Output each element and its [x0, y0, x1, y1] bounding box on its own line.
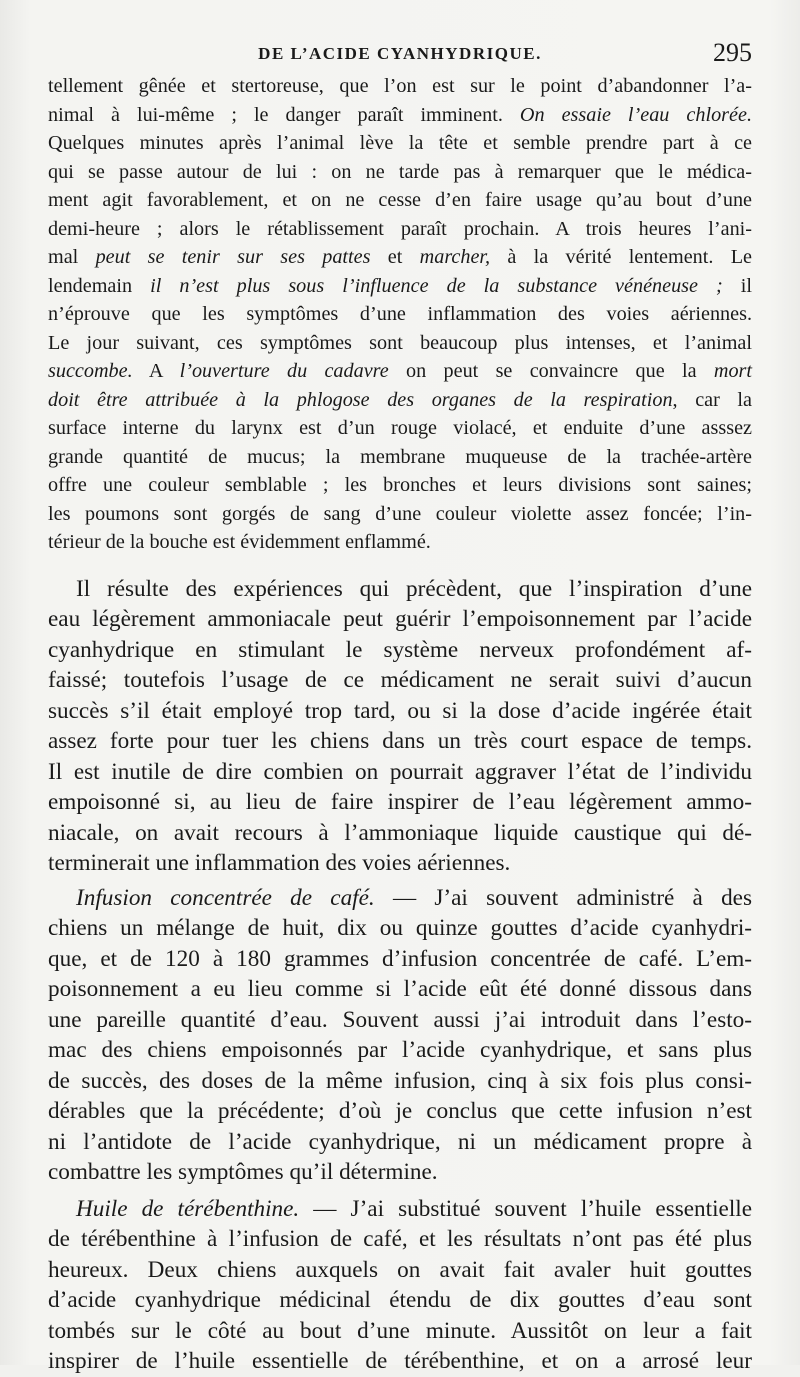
text-line: une pareille quantité d’eau. Souvent aussi j’ai introduit dans l’esto-	[48, 1006, 752, 1033]
text-line: tombés sur le côté au bout d’une minute. Aussitôt on leur a fait	[48, 1317, 752, 1344]
italic-phrase: mort	[713, 360, 752, 382]
text-line: Huile de térébenthine. — J’ai substitué souvent l’huile essentielle	[76, 1195, 752, 1222]
text-line: n’éprouve que les symptômes d’une inflammation des voies aériennes.	[48, 303, 752, 325]
text-line: tellement gênée et stertoreuse, que l’on est sur le point d’abandonner l’a-	[48, 75, 752, 97]
text-line: succombe. A l’ouverture du cadavre on peut se convaincre que la mort	[48, 360, 752, 382]
italic-phrase: peut se tenir sur ses pattes	[95, 246, 371, 268]
text-line: eau légèrement ammoniacale peut guérir l’empoisonnement par l’acide	[48, 606, 752, 632]
text-line: nimal à lui-même ; le danger paraît imminent. On essaie l’eau chlorée.	[48, 103, 752, 126]
text-line: niacale, on avait recours à l’ammoniaque liquide caustique qui dé-	[48, 819, 752, 846]
text-line: poisonnement a eu lieu comme si l’acide eût été donné dissous dans	[48, 976, 752, 1002]
text-line: Il est inutile de dire combien on pourrait aggraver l’état de l’individu	[48, 758, 752, 785]
text-line: demi-heure ; alors le rétablissement paraît prochain. A trois heures l’ani-	[48, 217, 752, 240]
paragraph-dog-case	[48, 72, 752, 557]
text-line: Le jour suivant, ces symptômes sont beaucoup plus intenses, et l’animal	[48, 331, 752, 354]
text-line: ni l’antidote de l’acide cyanhydrique, ni un médicament propre à	[48, 1128, 752, 1155]
text-line: inspirer de l’huile essentielle de térébenthine, et on a arrosé leur	[48, 1348, 752, 1374]
text-line: les poumons sont gorgés de sang d’une couleur violette assez foncée; l’in-	[48, 502, 752, 525]
section-heading: Infusion concentrée de café.	[76, 884, 375, 911]
text-line: de succès, des doses de la même infusion, cinq à six fois plus consi-	[48, 1067, 752, 1094]
page-number: 295	[713, 38, 752, 67]
italic-phrase: succombe.	[48, 360, 133, 382]
text-line: lendemain il n’est plus sous l’influence de la substance vénéneuse ; il	[48, 274, 752, 297]
paragraph-ammonia-conclusion	[48, 574, 752, 879]
italic-phrase: il n’est plus sous l’influence de la substance vénéneuse ;	[150, 274, 723, 297]
text-line: Infusion concentrée de café. — J’ai souvent administré à des	[76, 884, 752, 911]
text-line: grande quantité de mucus; la membrane muqueuse de la trachée-artère	[48, 445, 752, 468]
text-line: mac des chiens empoisonnés par l’acide cyanhydrique, et sans plus	[48, 1037, 752, 1063]
text-line: ment agit favorablement, et on ne cesse d’en faire usage qu’au bout d’une	[48, 189, 752, 211]
text-line: faissé; toutefois l’usage de ce médicament ne serait suivi d’aucun	[48, 667, 752, 693]
italic-phrase: l’ouverture du cadavre	[179, 360, 389, 382]
text-line: dérables que la précédente; d’où je conclus que cette infusion n’est	[48, 1098, 752, 1124]
text-line: offre une couleur semblable ; les bronches et leurs divisions sont saines;	[48, 474, 752, 496]
text-line: assez forte pour tuer les chiens dans un très court espace de temps.	[48, 728, 752, 754]
text-line: cyanhydrique en stimulant le système nerveux profondément af-	[48, 636, 752, 663]
text-line: succès s’il était employé trop tard, ou si la dose d’acide ingérée était	[48, 697, 752, 724]
text-line: d’acide cyanhydrique médicinal étendu de dix gouttes d’eau sont	[48, 1287, 752, 1313]
text-line: empoisonné si, au lieu de faire inspirer de l’eau légèrement ammo-	[48, 789, 752, 815]
italic-phrase: marcher,	[419, 246, 491, 268]
text-line: qui se passe autour de lui : on ne tarde pas à remarquer que le médica-	[48, 160, 752, 183]
text-line: térieur de la bouche est évidemment enflammé.	[48, 531, 431, 553]
text-line: Quelques minutes après l’animal lève la tête et semble prendre part à ce	[48, 132, 752, 154]
page-body	[48, 72, 752, 1377]
text-line: heureux. Deux chiens auxquels on avait fait avaler huit gouttes	[48, 1256, 752, 1283]
text-line: mal peut se tenir sur ses pattes et marcher, à la vérité lentement. Le	[48, 246, 753, 268]
paragraph-coffee-infusion	[48, 883, 752, 1188]
text-line: combattre les symptômes qu’il détermine.	[48, 1159, 438, 1185]
italic-phrase: doit être attribuée à la phlogose des organes de la respiration	[48, 388, 673, 411]
section-heading: Huile de térébenthine.	[76, 1195, 300, 1222]
text-line: terminerait une inflammation des voies aériennes.	[48, 850, 511, 876]
page-header	[48, 38, 752, 70]
text-line: surface interne du larynx est d’un rouge violacé, et enduite d’une asssez	[48, 417, 752, 439]
text-line: doit être attribuée à la phlogose des organes de la respiration, car la	[48, 388, 753, 411]
text-line: de térébenthine à l’infusion de café, et les résultats n’ont pas été plus	[48, 1226, 752, 1252]
italic-phrase: On essaie l’eau chlorée.	[519, 103, 752, 126]
text-line: Il résulte des expériences qui précèdent, que l’inspiration d’une	[76, 575, 752, 602]
text-line: chiens un mélange de huit, dix ou quinze gouttes d’acide cyanhydri-	[48, 915, 752, 941]
running-head: DE L’ACIDE CYANHYDRIQUE.	[258, 44, 542, 63]
paragraph-turpentine-oil	[48, 1194, 752, 1377]
text-line: que, et de 120 à 180 grammes d’infusion concentrée de café. L’em-	[48, 945, 752, 972]
